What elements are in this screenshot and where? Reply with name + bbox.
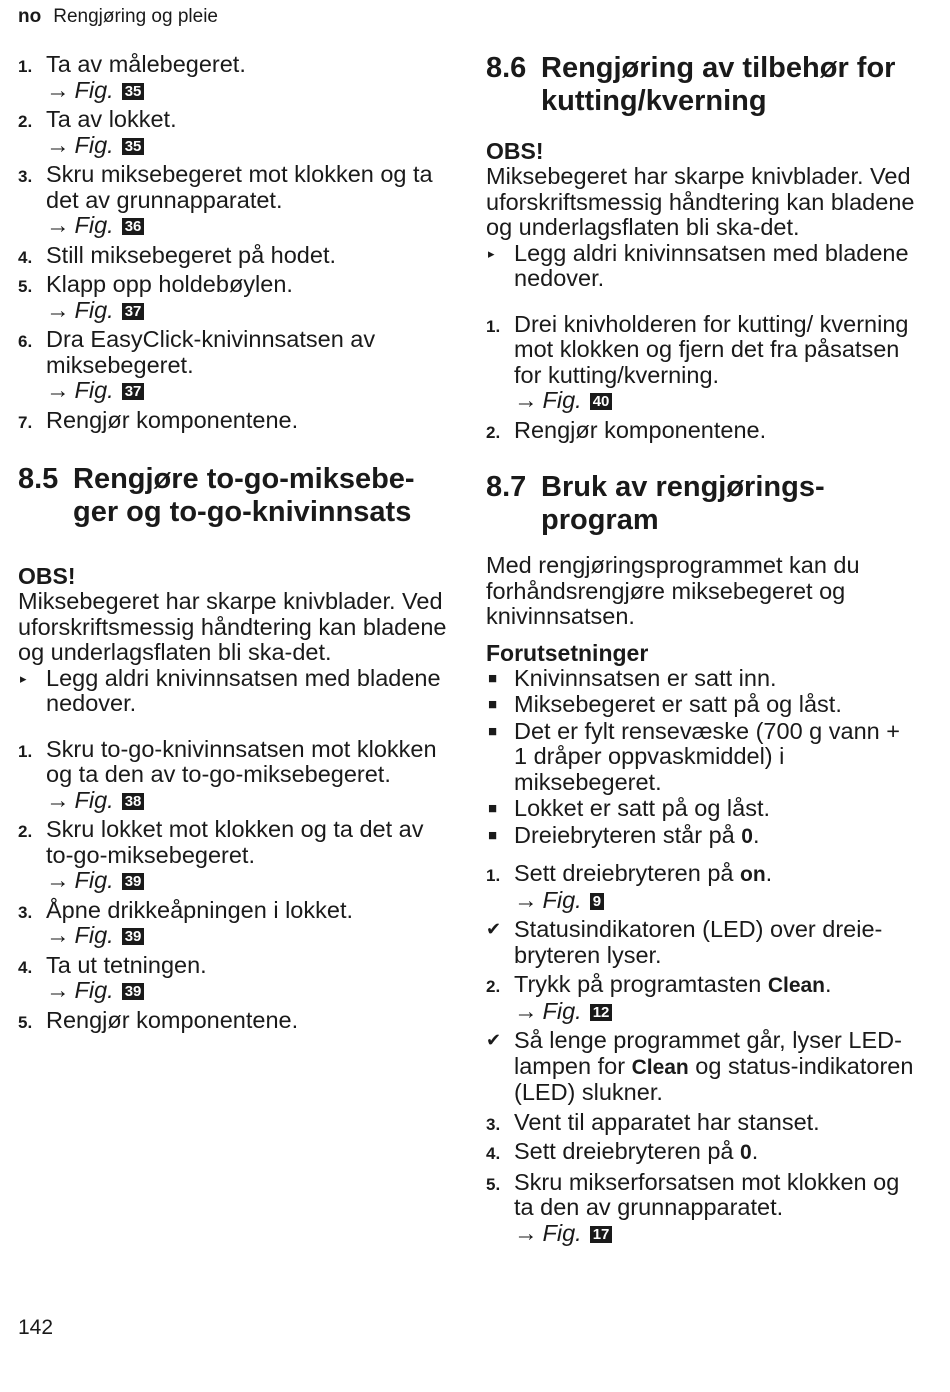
arrow-right-icon: →	[514, 886, 538, 913]
step-text: Skru miksebegeret mot klokken og ta det av grunnapparatet.	[46, 161, 433, 213]
step-number: 3.	[18, 167, 33, 186]
prerequisite-item: ■ Dreiebryteren står på 0.	[488, 821, 760, 848]
arrow-right-icon: →	[514, 997, 538, 1024]
step-number: 5.	[486, 1174, 501, 1194]
switch-position: 0	[741, 824, 753, 848]
step-list	[18, 737, 448, 1034]
step-item	[18, 898, 448, 949]
checkmark-icon: ✔	[486, 919, 502, 939]
step-text: Drei knivholderen for kutting/ kverning mot klokken og fjern det fra påsatsen for kutting/kverning.	[514, 310, 909, 388]
step-text: Still miksebegeret på hodet.	[46, 241, 336, 268]
step-text: Rengjør komponentene.	[46, 1006, 299, 1033]
step-text: Rengjør komponentene.	[46, 406, 299, 433]
figure-number: 36	[122, 218, 145, 235]
figure-number: 37	[122, 303, 145, 320]
step-item	[18, 1008, 448, 1034]
step-number: 2.	[18, 822, 33, 841]
square-bullet-icon: ■	[488, 722, 498, 740]
header-title: Rengjøring og pleie	[53, 6, 218, 27]
figure-number: 40	[590, 393, 613, 410]
section-number: 8.7	[486, 471, 527, 503]
figure-number: 39	[122, 928, 145, 945]
section-8-5	[18, 463, 448, 1033]
prerequisite-item: ■ Det er fylt rensevæske (700 g vann + 1 dråper oppvaskmiddel) i miksebegeret.	[488, 717, 900, 795]
result-item: ✔ Så lenge programmet går, lyser LED-lampen for Clean og status-indikatoren (LED) slukner.	[486, 1027, 914, 1105]
step-item	[18, 817, 448, 894]
step-item	[18, 272, 448, 323]
arrow-right-icon: →	[46, 377, 70, 403]
figure-number: 39	[122, 983, 145, 1000]
arrow-right-icon: →	[46, 922, 70, 948]
arrow-right-icon: →	[514, 1219, 538, 1246]
step-text: Ta av lokket.	[46, 106, 177, 132]
square-bullet-icon: ■	[488, 826, 498, 844]
arrow-right-icon: →	[46, 786, 70, 813]
program-key-label: Clean	[767, 974, 825, 997]
figure-reference: → Fig. 37	[46, 298, 448, 324]
step-item: 1. Sett dreiebryteren på on. → Fig. 9	[486, 861, 916, 913]
arrow-right-icon: →	[514, 387, 538, 413]
switch-position: 0	[740, 1141, 752, 1164]
instruction	[486, 241, 916, 292]
figure-number: 9	[590, 893, 604, 910]
page-number: 142	[18, 1316, 54, 1339]
section-title: Bruk av rengjørings-program	[541, 471, 825, 536]
step-text: Rengjør komponentene.	[514, 416, 767, 443]
section-number: 8.6	[486, 52, 527, 84]
triangle-bullet-icon: ▸	[20, 670, 27, 686]
step-list	[486, 861, 916, 1246]
square-bullet-icon: ■	[488, 800, 498, 817]
section-8-6	[486, 52, 916, 443]
step-item	[18, 243, 448, 269]
language-code: no	[18, 6, 42, 27]
warning-text: Miksebegeret har skarpe knivblader. Ved uforskriftsmessig håndtering kan bladene og underlagsflaten bli ska-det.	[18, 588, 447, 665]
arrow-right-icon: →	[46, 296, 70, 323]
step-number: 6.	[18, 332, 33, 351]
figure-reference: → Fig. 35	[46, 133, 448, 159]
step-item: 4. Sett dreiebryteren på 0.	[486, 1139, 916, 1166]
section-8-7	[486, 471, 916, 1246]
step-item	[18, 327, 448, 404]
step-text: Åpne drikkeåpningen i lokket.	[46, 896, 354, 923]
intro-text: Med rengjøringsprogrammet kan du forhåndsrengjøre miksebegeret og knivinnsatsen.	[486, 552, 860, 629]
right-column	[486, 52, 916, 1250]
step-number: 4.	[486, 1144, 501, 1163]
step-number: 1.	[486, 316, 501, 336]
section-title: Rengjøre to-go-miksebe-ger og to-go-knivinnsats	[73, 463, 415, 528]
prerequisite-item: ■ Lokket er satt på og låst.	[488, 795, 771, 821]
figure-number: 35	[122, 83, 145, 100]
arrow-right-icon: →	[46, 76, 70, 103]
step-number: 2.	[486, 977, 501, 996]
step-item	[18, 162, 448, 239]
obs-label: OBS!	[18, 563, 76, 589]
step-number: 2.	[18, 112, 33, 131]
step-number: 7.	[18, 412, 33, 432]
step-item	[18, 52, 448, 103]
step-item: 5. Skru mikserforsatsen mot klokken og ta den av grunnapparatet. → Fig. 17	[486, 1170, 916, 1247]
step-item	[486, 312, 916, 414]
figure-reference: → Fig. 39	[46, 868, 448, 894]
switch-position: on	[740, 863, 766, 886]
arrow-right-icon: →	[46, 212, 70, 238]
step-number: 4.	[18, 247, 33, 267]
figure-number: 37	[122, 383, 145, 400]
running-header	[18, 6, 218, 28]
section-number: 8.5	[18, 463, 59, 495]
section-heading	[486, 52, 916, 118]
step-item	[18, 107, 448, 158]
figure-reference: → Fig. 12	[514, 999, 916, 1025]
checkmark-icon: ✔	[486, 1030, 502, 1050]
step-text: Skru lokket mot klokken og ta det av to-go-miksebegeret.	[46, 816, 424, 868]
square-bullet-icon: ■	[488, 696, 498, 713]
section-heading	[18, 463, 448, 529]
figure-reference: → Fig. 35	[46, 78, 448, 104]
step-item	[18, 737, 448, 814]
step-item: 2. Trykk på programtasten Clean. → Fig. 12	[486, 972, 916, 1024]
instruction-text: Legg aldri knivinnsatsen med bladene nedover.	[46, 664, 441, 716]
step-item: 3. Vent til apparatet har stanset.	[486, 1110, 916, 1136]
obs-label: OBS!	[486, 138, 544, 164]
left-column	[18, 52, 448, 1037]
arrow-right-icon: →	[46, 867, 70, 893]
step-item	[486, 418, 916, 444]
step-item	[18, 408, 448, 434]
square-bullet-icon: ■	[488, 669, 498, 687]
instruction	[18, 666, 448, 717]
step-text: Skru to-go-knivinnsatsen mot klokken og ta den av to-go-miksebegeret.	[46, 735, 437, 787]
step-list	[18, 52, 448, 433]
prerequisite-item: ■ Miksebegeret er satt på og låst.	[488, 691, 842, 717]
section-title: Rengjøring av tilbehør for kutting/kverning	[541, 52, 896, 117]
step-text: Dra EasyClick-knivinnsatsen av miksebegeret.	[46, 326, 376, 378]
step-number: 3.	[18, 902, 33, 922]
arrow-right-icon: →	[46, 131, 70, 158]
figure-number: 39	[122, 873, 145, 890]
step-text: Klapp opp holdebøylen.	[46, 271, 293, 297]
figure-reference: → Fig. 38	[46, 788, 448, 814]
prerequisites-heading: Forutsetninger	[486, 639, 649, 666]
step-number: 2.	[486, 422, 501, 442]
step-number: 1.	[486, 866, 501, 885]
instruction-text: Legg aldri knivinnsatsen med bladene nedover.	[514, 239, 909, 291]
step-text: Ta ut tetningen.	[46, 951, 207, 978]
figure-reference: → Fig. 17	[514, 1221, 916, 1247]
step-number: 1.	[18, 57, 33, 76]
result-item: ✔ Statusindikatoren (LED) over dreie-bryteren lyser.	[486, 916, 883, 968]
figure-reference: → Fig. 37	[46, 378, 448, 404]
program-key-label: Clean	[631, 1055, 689, 1079]
step-item	[18, 953, 448, 1004]
step-number: 4.	[18, 957, 33, 977]
step-number: 3.	[486, 1114, 501, 1134]
section-heading	[486, 471, 916, 537]
arrow-right-icon: →	[46, 977, 70, 1003]
triangle-bullet-icon: ▸	[488, 245, 495, 261]
figure-number: 35	[122, 138, 145, 155]
figure-reference: → Fig. 9	[514, 888, 916, 914]
figure-number: 12	[590, 1004, 613, 1021]
prerequisite-item: ■ Knivinnsatsen er satt inn.	[488, 664, 777, 691]
step-number: 1.	[18, 741, 33, 761]
step-text: Ta av målebegeret.	[46, 51, 246, 77]
figure-reference: → Fig. 40	[514, 388, 916, 414]
warning-text: Miksebegeret har skarpe knivblader. Ved uforskriftsmessig håndtering kan bladene og underlagsflaten bli ska-det.	[486, 163, 915, 240]
figure-number: 17	[590, 1226, 613, 1243]
figure-reference: → Fig. 39	[46, 923, 448, 949]
figure-number: 38	[122, 793, 145, 810]
prerequisites-list	[486, 666, 916, 822]
step-list	[486, 312, 916, 444]
figure-reference: → Fig. 39	[46, 978, 448, 1004]
step-number: 5.	[18, 277, 33, 296]
step-number: 5.	[18, 1012, 33, 1032]
figure-reference: → Fig. 36	[46, 213, 448, 239]
